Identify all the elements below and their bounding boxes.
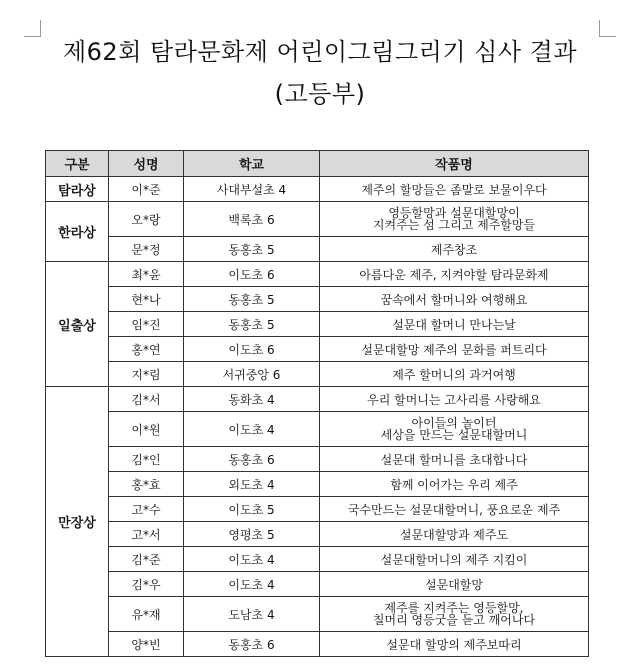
school-grade: 외도초 4 [184,472,320,497]
student-name: 홍*연 [109,337,184,362]
work-title [320,497,589,522]
work-title-line: 설문대 할망의 제주보따리 [386,637,522,652]
student-name: 지*림 [109,362,184,387]
table-row [46,412,589,447]
work-title-line: 제주의 할망들은 좀말로 보물이우다 [361,182,547,197]
school-grade: 동홍초 5 [184,312,320,337]
award-category: 일출상 [46,262,109,387]
school-grade: 동홍초 5 [184,287,320,312]
school-grade: 이도초 6 [184,262,320,287]
work-title [320,412,589,447]
table-row [46,362,589,387]
table-row [46,237,589,262]
table-row [46,287,589,312]
school-grade: 이도초 4 [184,412,320,447]
work-title-line: 칠머리 영등굿을 듣고 깨어나다 [372,613,536,627]
work-title [320,362,589,387]
student-name: 김*준 [109,547,184,572]
student-name: 이*준 [109,177,184,202]
work-title [320,522,589,547]
student-name: 고*서 [109,522,184,547]
table-row [46,202,589,237]
award-category: 만장상 [46,387,109,657]
school-grade: 동화초 4 [184,387,320,412]
table-row [46,547,589,572]
header-work-title: 작품명 [320,151,589,177]
school-grade: 이도초 4 [184,547,320,572]
work-title-line: 영등할망과 설문대할망이 [388,206,520,220]
table-row [46,447,589,472]
table-row [46,177,589,202]
work-title [320,597,589,632]
student-name: 오*랑 [109,202,184,237]
work-title-line: 아름다운 제주, 지켜야할 탐라문화제 [359,267,549,282]
work-title-line: 설문대할머니의 제주 지킴이 [380,552,528,567]
student-name: 현*나 [109,287,184,312]
work-title [320,632,589,657]
work-title [320,337,589,362]
work-title [320,387,589,412]
table-row [46,572,589,597]
student-name: 양*빈 [109,632,184,657]
work-title-line: 제주 할머니의 과거여행 [392,367,516,382]
school-grade: 동홍초 5 [184,237,320,262]
award-category: 탐라상 [46,177,109,202]
table-row [46,522,589,547]
student-name: 김*우 [109,572,184,597]
results-table [45,150,589,657]
work-title-line: 설문대할망 제주의 문화를 퍼트리다 [361,342,547,357]
work-title [320,287,589,312]
school-grade: 동홍초 6 [184,447,320,472]
work-title-line: 지켜주는 섬 그리고 제주할망들 [372,218,536,232]
work-title-line: 꿈속에서 할머니와 여행해요 [380,292,528,307]
work-title-line: 함께 이어가는 우리 제주 [390,477,518,492]
student-name: 유*재 [109,597,184,632]
header-name: 성명 [109,151,184,177]
table-row [46,632,589,657]
student-name: 문*정 [109,237,184,262]
school-grade: 사대부설초 4 [184,177,320,202]
work-title [320,312,589,337]
school-grade: 이도초 5 [184,497,320,522]
school-grade: 이도초 6 [184,337,320,362]
header-category: 구분 [46,151,109,177]
school-grade: 서귀중앙 6 [184,362,320,387]
work-title-line: 설문대 할머니 만나는날 [392,317,516,332]
student-name: 김*서 [109,387,184,412]
work-title-line: 제주창조 [430,242,478,257]
work-title [320,262,589,287]
school-grade: 백록초 6 [184,202,320,237]
work-title [320,547,589,572]
student-name: 고*수 [109,497,184,522]
table-header-row [46,151,589,177]
work-title-line: 설문대할망 [425,577,483,592]
school-grade: 영평초 5 [184,522,320,547]
table-row [46,337,589,362]
work-title [320,202,589,237]
work-title-line: 제주를 지켜주는 영등할망, [384,601,524,615]
work-title [320,472,589,497]
student-name: 홍*효 [109,472,184,497]
work-title [320,572,589,597]
table-row [46,472,589,497]
work-title [320,447,589,472]
work-title-line: 세상을 만드는 설문대할머니 [380,428,528,442]
work-title-line: 설문대할망과 제주도 [399,527,509,542]
table-row [46,262,589,287]
work-title-line: 설문대 할머니를 초대합니다 [380,452,528,467]
table-body [46,177,589,657]
document-subtitle: (고등부) [274,80,366,108]
school-grade: 도남초 4 [184,597,320,632]
work-title [320,237,589,262]
table-row [46,497,589,522]
work-title-line: 국수만드는 설문대할머니, 풍요로운 제주 [347,502,561,517]
school-grade: 동홍초 6 [184,632,320,657]
student-name: 임*진 [109,312,184,337]
table-row [46,312,589,337]
document-title: 제62회 탐라문화제 어린이그림그리기 심사 결과 [62,38,578,66]
work-title-line: 아이들의 놀이터 [411,416,497,430]
student-name: 김*인 [109,447,184,472]
school-grade: 이도초 4 [184,572,320,597]
table-row [46,597,589,632]
work-title-line: 우리 할머니는 고사리를 사랑해요 [367,392,541,407]
award-category: 한라상 [46,202,109,262]
work-title [320,177,589,202]
student-name: 최*윤 [109,262,184,287]
student-name: 이*원 [109,412,184,447]
table-row [46,387,589,412]
header-school: 학교 [184,151,320,177]
